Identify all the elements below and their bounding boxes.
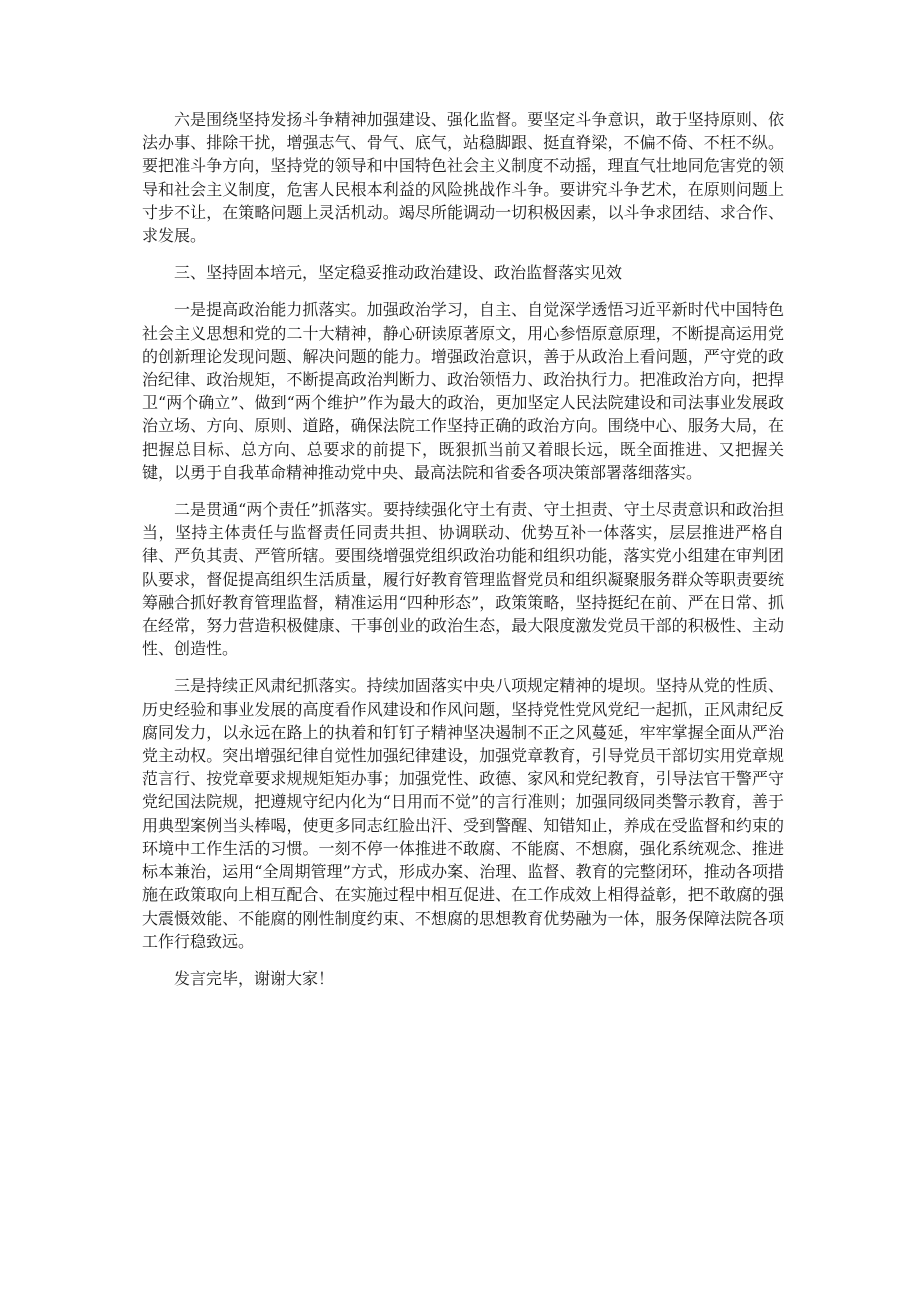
paragraph-political-ability: 一是提高政治能力抓落实。加强政治学习，自主、自觉深学透悟习近平新时代中国特色社会主义思想和党的二十大精神，静心研读原著原文，用心参悟原意原理，不断提高运用党的创新理论发现问题、解决问题的能力。增强政治意识，善于从政治上看问题，严守党的政治纪律、政治规矩，不断提高政治判断力、政治领悟力、政治执行力。把准政治方向，把捍卫“两个确立”、做到“两个维护”作为最大的政治，更加坚定人民法院建设和司法事业发展政治立场、方向、原则、道路，确保法院工作坚持正确的政治方向。围绕中心、服务大局，在把握总目标、总方向、总要求的前提下，既狠抓当前又着眼长远，既全面推进、又把握关键，以勇于自我革命精神推动党中央、最高法院和省委各项决策部署落细落实。 [142, 300, 784, 482]
paragraph-discipline: 三是持续正风肃纪抓落实。持续加固落实中央八项规定精神的堤坝。坚持从党的性质、历史经验和事业发展的高度看作风建设和作风问题，坚持党性党风党纪一起抓，正风肃纪反腐同发力，以永远在路上的执着和钉钉子精神坚决遏制不正之风蔓延，牢牢掌握全面从严治党主动权。突出增强纪律自觉性加强纪律建设，加强党章教育，引导党员干部切实用党章规范言行、按党章要求规规矩矩办事；加强党性、政德、家风和党纪教育，引导法官干警严守党纪国法院规，把遵规守纪内化为“日用而不觉”的言行准则；加强同级同类警示教育，善于用典型案例当头棒喝，使更多同志红脸出汗、受到警醒、知错知止，养成在受监督和约束的环境中工作生活的习惯。一刻不停一体推进不敢腐、不能腐、不想腐，强化系统观念、推进标本兼治，运用“全周期管理”方式，形成办案、治理、监督、教育的完整闭环，推动各项措施在政策取向上相互配合、在实施过程中相互促进、在工作成效上相得益彰，把不敢腐的强大震慑效能、不能腐的刚性制度约束、不想腐的思想教育优势融为一体，服务保障法院各项工作行稳致远。 [142, 676, 784, 951]
paragraph-struggle-spirit: 六是围绕坚持发扬斗争精神加强建设、强化监督。要坚定斗争意识，敢于坚持原则、依法办事、排除干扰，增强志气、骨气、底气，站稳脚跟、挺直脊梁，不偏不倚、不枉不纵。要把准斗争方向，坚持党的领导和中国特色社会主义制度不动摇，理直气壮地同危害党的领导和社会主义制度，危害人民根本利益的风险挑战作斗争。要讲究斗争艺术，在原则问题上寸步不让，在策略问题上灵活机动。竭尽所能调动一切积极因素，以斗争求团结、求合作、求发展。 [142, 110, 784, 246]
paragraph-two-responsibilities: 二是贯通“两个责任”抓落实。要持续强化守土有责、守土担责、守土尽责意识和政治担当，坚持主体责任与监督责任同责共担、协调联动、优势互补一体落实，层层推进严格自律、严负其责、严管所辖。要围绕增强党组织政治功能和组织功能，落实党小组建在审判团队要求，督促提高组织生活质量，履行好教育管理监督党员和组织凝聚服务群众等职责要统筹融合抓好教育管理监督，精准运用“四种形态”，政策策略，坚持挺纪在前、严在日常、抓在经常，努力营造积极健康、干事创业的政治生态，最大限度激发党员干部的积极性、主动性、创造性。 [142, 500, 784, 659]
paragraph-closing: 发言完毕，谢谢大家！ [174, 968, 335, 988]
document-body [142, 108, 784, 1004]
section-heading-three: 三、坚持固本培元，坚定稳妥推动政治建设、政治监督落实见效 [174, 263, 623, 283]
